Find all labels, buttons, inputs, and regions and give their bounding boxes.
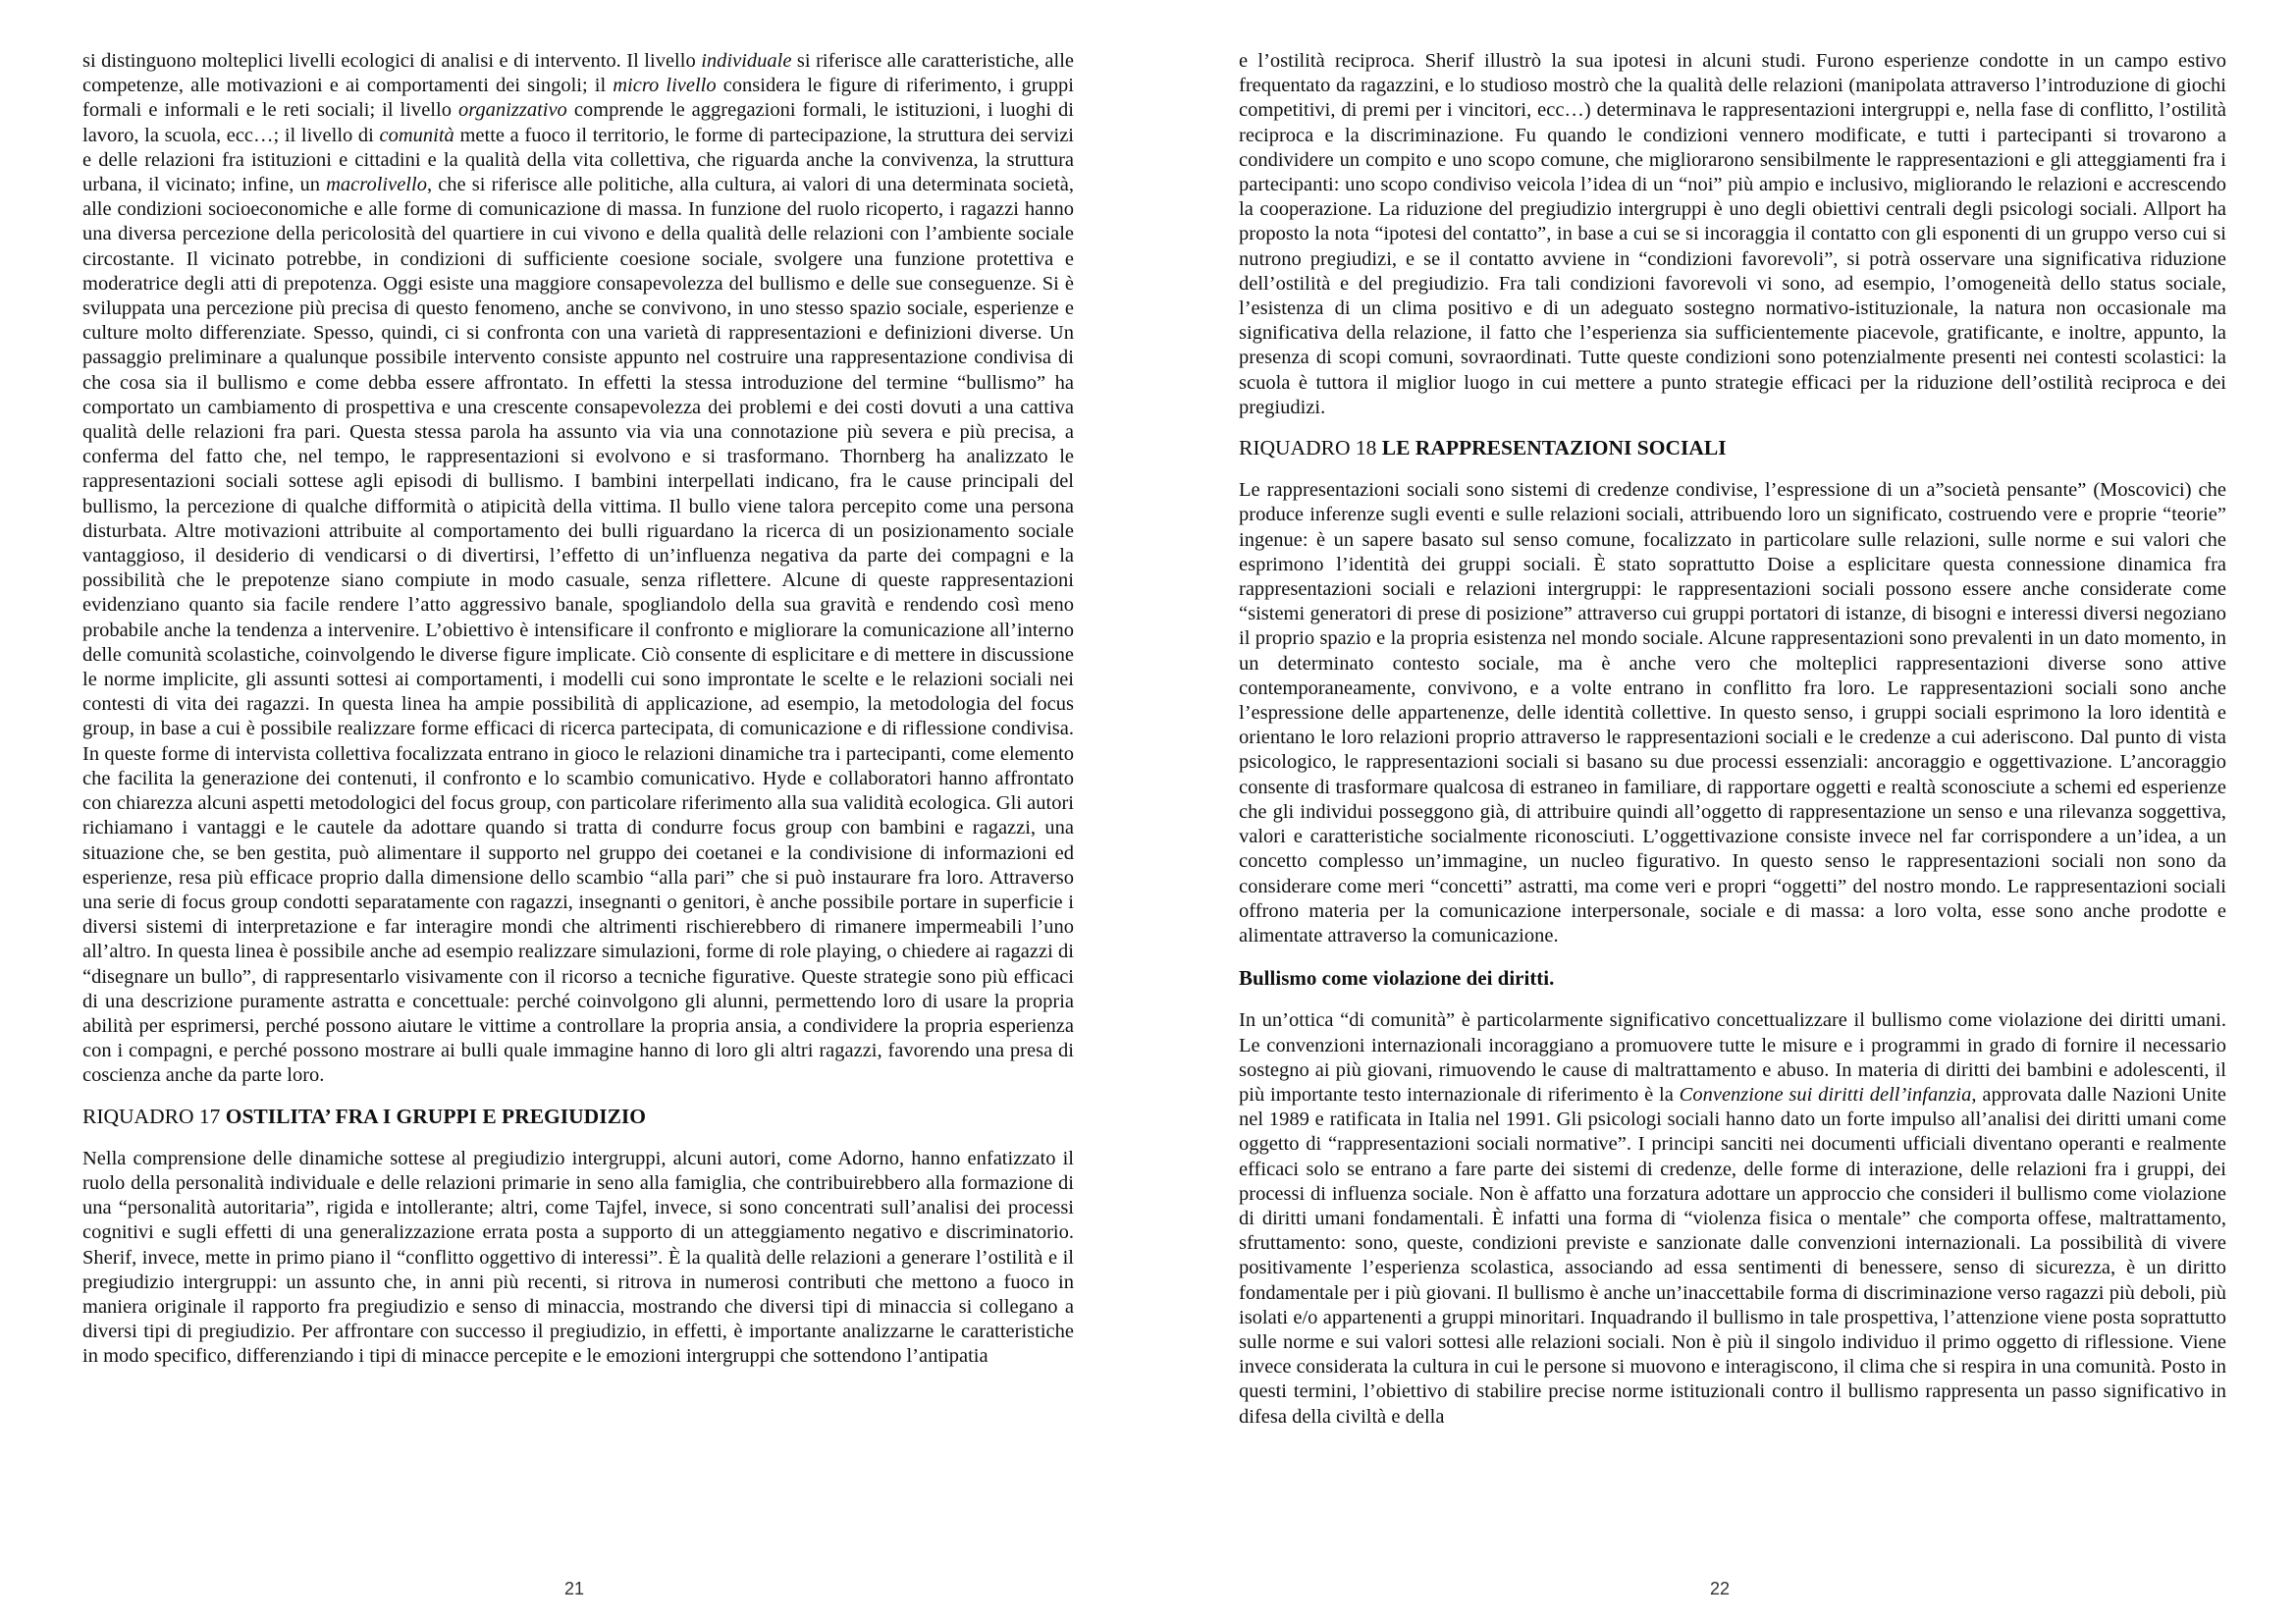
page-22-text-column: [1239, 49, 2226, 1430]
paragraph-rights-violation: In un’ottica “di comunità” è particolarmente significativo concettualizzare il bullismo come violazione dei diritti umani. Le convenzioni internazionali incoraggiano a promuovere tutte le misure e i programmi in grado di fornire il necessario sostegno ai più giovani, rimuovendo le cause di maltrattamento e abuso. In materia di diritti dei bambini e adolescenti, il più importante testo internazionale di riferimento è la Convenzione sui diritti dell’infanzia, approvata dalle Nazioni Unite nel 1989 e ratificata in Italia nel 1991. Gli psicologi sociali hanno dato un forte impulso all’analisi dei diritti umani come oggetto di “rappresentazioni sociali normative”. I principi sanciti nei documenti ufficiali diventano operanti e realmente efficaci solo se entrano a fare parte dei sistemi di credenze, delle forme di interazione, delle relazioni fra i gruppi, dei processi di influenza sociale. Non è affatto una forzatura adottare un approccio che consideri il bullismo come violazione di diritti umani fondamentali. È infatti una forma di “violenza fisica o mentale” che comporta offese, maltrattamento, sfruttamento: sono, queste, condizioni previste e sanzionate dalle convenzioni internazionali. La possibilità di vivere positivamente l’esperienza scolastica, associando ad essa sentimenti di benessere, senso di sicurezza, è un diritto fondamentale per i più giovani. Il bullismo è anche un’inaccettabile forma di discriminazione verso ragazzi più deboli, più isolati e/o appartenenti a gruppi minoritari. Inquadrando il bullismo in tale prospettiva, l’attenzione viene posta soprattutto sulle norme e sui valori sottesi alle relazioni sociali. Non è più il singolo individuo il primo oggetto di riflessione. Viene invece considerata la cultura in cui le persone si muovono e interagiscono, il clima che si respira in una comunità. Posto in questi termini, l’obiettivo di stabilire precise norme istituzionali contro il bullismo rappresenta un passo significativo in difesa della civiltà e della: [1239, 1009, 2226, 1428]
paragraph-sherif-studies: e l’ostilità reciproca. Sherif illustrò la sua ipotesi in alcuni studi. Furono esperienze condotte in un campo estivo frequentato da ragazzini, e lo studioso mostrò che la qualità delle relazioni (manipolata attraverso l’introduzione di giochi competitivi, di premi per i vincitori, ecc…) determinava le rappresentazioni intergruppi e, nella fase di conflitto, l’ostilità reciproca e la discriminazione. Fu quando le condizioni vennero modificate, e tutti i partecipanti si trovarono a condividere un compito e uno scopo comune, che migliorarono sensibilmente le rappresentazioni e gli atteggiamenti fra i partecipanti: uno scopo condiviso veicola l’idea di un “noi” più ampio e inclusivo, migliorando le relazioni e accrescendo la cooperazione. La riduzione del pregiudizio intergruppi è uno degli obiettivi centrali degli psicologi sociali. Allport ha proposto la nota “ipotesi del contatto”, in base a cui se si incoraggia il contatto con gli esponenti di un gruppo verso cui si nutrono pregiudizi, e se il contatto avviene in “condizioni favorevoli”, si potrà osservare una significativa riduzione dell’ostilità e del pregiudizio. Fra tali condizioni favorevoli vi sono, ad esempio, l’omogeneità dello status sociale, l’esistenza di un clima positivo e di un adeguato sostegno normativo-istituzionale, la natura non occasionale ma significativa della relazione, il fatto che l’esperienza sia sufficientemente piacevole, gratificante, e inoltre, appunto, la presenza di scopi comuni, sovraordinati. Tutte queste condizioni sono potenzialmente presenti nei contesti scolastici: la scuola è tuttora il miglior luogo in cui mettere a punto strategie efficaci per la riduzione dell’ostilità reciproca e dei pregiudizi.: [1239, 50, 2226, 418]
page-21-text-column: [82, 49, 1074, 1370]
box-18-heading: RIQUADRO 18 LE RAPPRESENTAZIONI SOCIALI: [1239, 436, 1727, 460]
section-heading-rights-violation: Bullismo come violazione dei diritti.: [1239, 966, 1555, 991]
box-17-heading: RIQUADRO 17 OSTILITA’ FRA I GRUPPI E PREGIUDIZIO: [82, 1104, 647, 1128]
paragraph-social-representations: Le rappresentazioni sociali sono sistemi di credenze condivise, l’espressione di un a”società pensante” (Moscovici) che produce inferenze sugli eventi e sulle relazioni sociali, attribuendo loro un significato, costruendo vere e proprie “teorie” ingenue: è un sapere basato sul senso comune, focalizzato in particolare sulle relazioni, sulle norme e sui valori che esprimono l’identità dei gruppi sociali. È stato soprattutto Doise a esplicitare questa connessione dinamica fra rappresentazioni sociali e relazioni intergruppi: le rappresentazioni sociali possono essere anche considerate come “sistemi generatori di prese di posizione” attraverso cui gruppi portatori di istanze, di bisogni e interessi diversi negoziano il proprio spazio e la propria esistenza nel mondo sociale. Alcune rappresentazioni sono prevalenti in un dato momento, in un determinato contesto sociale, ma è anche vero che molteplici rappresentazioni diverse sono attive contemporaneamente, convivono, e a volte entrano in conflitto fra loro. Le rappresentazioni sociali sono anche l’espressione delle appartenenze, delle identità collettive. In questo senso, i gruppi sociali esprimono la loro identità e orientano le loro relazioni proprio attraverso le rappresentazioni sociali e le credenze a cui aderiscono. Dal punto di vista psicologico, le rappresentazioni sociali si basano su due processi essenziali: ancoraggio e oggettivazione. L’ancoraggio consente di trasformare qualcosa di estraneo in familiare, di rapportare oggetti e realtà sconosciute a schemi ed esperienze che gli individui posseggono già, di attribuire quindi all’oggetto di rappresentazione un senso e una rilevanza soggettiva, valori e caratteristiche socialmente riconosciuti. L’oggettivazione consiste invece nel far corrispondere a un’idea, a un concetto complesso un’immagine, un nucleo figurativo. In questo senso le rappresentazioni sociali non sono da considerare come meri “concetti” astratti, ma come veri e propri “oggetti” del nostro mondo. Le rappresentazioni sociali offrono materia per la comunicazione interpersonale, sociale e di massa: a loro volta, esse sono anche prodotte e alimentate attraverso la comunicazione.: [1239, 479, 2226, 947]
paragraph-ecological-levels: si distinguono molteplici livelli ecologici di analisi e di intervento. Il livello individuale si riferisce alle caratteristiche, alle competenze, alle motivazioni e ai comportamenti dei singoli; il micro livello considera le figure di riferimento, i gruppi formali e informali e le reti sociali; il livello organizzativo comprende le aggregazioni formali, le istituzioni, i luoghi di lavoro, la scuola, ecc…; il livello di comunità mette a fuoco il territorio, le forme di partecipazione, la struttura dei servizi e delle relazioni fra istituzioni e cittadini e la qualità della vita collettiva, che riguarda anche la convivenza, la struttura urbana, il vicinato; infine, un macrolivello, che si riferisce alle politiche, alla cultura, ai valori di una determinata società, alle condizioni socioeconomiche e alle forme di comunicazione di massa. In funzione del ruolo ricoperto, i ragazzi hanno una diversa percezione della pericolosità del quartiere in cui vivono e della qualità delle relazioni con l’ambiente sociale circostante. Il vicinato potrebbe, in condizioni di sufficiente coesione sociale, svolgere una funzione protettiva e moderatrice degli atti di prepotenza. Oggi esiste una maggiore consapevolezza del bullismo e delle sue conseguenze. Si è sviluppata una percezione più precisa di questo fenomeno, anche se convivono, in uno stesso spazio sociale, esperienze e culture molto differenziate. Spesso, quindi, ci si confronta con una varietà di rappresentazioni e definizioni diverse. Un passaggio preliminare a qualunque possibile intervento consiste appunto nel costruire una rappresentazione condivisa di che cosa sia il bullismo e come debba essere affrontato. In effetti la stessa introduzione del termine “bullismo” ha comportato un cambiamento di prospettiva e una crescente consapevolezza dei problemi e dei costi dovuti a una cattiva qualità delle relazioni fra pari. Questa stessa parola ha assunto via via una connotazione più severa e più precisa, a conferma del fatto che, nel tempo, le rappresentazioni si evolvono e si trasformano. Thornberg ha analizzato le rappresentazioni sociali sottese agli episodi di bullismo. I bambini interpellati indicano, fra le cause principali del bullismo, la percezione di qualche difformità o atipicità della vittima. Il bullo viene talora percepito come una persona disturbata. Altre motivazioni attribuite al comportamento dei bulli riguardano la ricerca di un posizionamento sociale vantaggioso, il desiderio di vendicarsi o di divertirsi, l’effetto di un’influenza negativa da parte dei compagni e la possibilità che le prepotenze siano compiute in modo casuale, senza riflettere. Alcune di queste rappresentazioni evidenziano quanto sia facile rendere l’atto aggressivo banale, spogliandolo della sua gravità e rendendo così meno probabile anche la tendenza a intervenire. L’obiettivo è intensificare il confronto e migliorare la comunicazione all’interno delle comunità scolastiche, coinvolgendo le diverse figure implicate. Ciò consente di esplicitare e di mettere in discussione le norme implicite, gli assunti sottesi ai comportamenti, i modelli cui sono improntate le scelte e le relazioni sociali nei contesti di vita dei ragazzi. In questa linea ha ampie possibilità di applicazione, ad esempio, la metodologia del focus group, in base a cui è possibile realizzare forme efficaci di ricerca partecipata, di comunicazione e di riflessione condivisa. In queste forme di intervista collettiva focalizzata entrano in gioco le relazioni dinamiche tra i partecipanti, come elemento che facilita la generazione dei contenuti, il confronto e lo scambio comunicativo. Hyde e collaboratori hanno affrontato con chiarezza alcuni aspetti metodologici del focus group, con particolare riferimento alla sua validità ecologica. Gli autori richiamano i vantaggi e le cautele da adottare quando si tratta di condurre focus group con bambini e ragazzi, una situazione che, se ben gestita, può alimentare il supporto nel gruppo dei coetanei e la condivisione di informazioni ed esperienze, resa più efficace proprio dalla dimensione dello scambio “alla pari” che si può instaurare fra loro. Attraverso una serie di focus group condotti separatamente con ragazzi, insegnanti o genitori, è anche possibile portare in superficie i diversi sistemi di interpretazione e far interagire mondi che altrimenti rischierebbero di rimanere impermeabili l’uno all’altro. In questa linea è possibile anche ad esempio realizzare simulazioni, forme di role playing, o chiedere ai ragazzi di “disegnare un bullo”, di rappresentarlo visivamente con il ricorso a tecniche figurative. Queste strategie sono più efficaci di una descrizione puramente astratta e concettuale: perché coinvolgono gli alunni, permettendo loro di usare la propria abilità per esprimersi, perché possono aiutare le vittime a controllare la propria ansia, a condividere la propria esperienza con i compagni, e perché possono mostrare ai bulli quale immagine hanno di loro gli altri ragazzi, favorendo una presa di coscienza anche da parte loro.: [82, 50, 1075, 1087]
page-22: [1148, 0, 2296, 1623]
page-number: 21: [564, 1579, 585, 1598]
paragraph-intergroup-prejudice: Nella comprensione delle dinamiche sottese al pregiudizio intergruppi, alcuni autori, come Adorno, hanno enfatizzato il ruolo della personalità individuale e delle relazioni primarie in seno alla famiglia, che contribuirebbero alla formazione di una “personalità autoritaria”, rigida e intollerante; altri, come Tajfel, invece, si sono concentrati sull’analisi dei processi cognitivi e sugli effetti di una generalizzazione errata posta a supporto di un atteggiamento negativo e discriminatorio. Sherif, invece, mette in primo piano il “conflitto oggettivo di interessi”. È la qualità delle relazioni a generare l’ostilità e il pregiudizio intergruppi: un assunto che, in anni più recenti, si ritrova in numerosi contributi che mettono a fuoco in maniera originale il rapporto fra pregiudizio e senso di minaccia, mostrando che diversi tipi di minaccia si collegano a diversi tipi di pregiudizio. Per affrontare con successo il pregiudizio, in effetti, è importante analizzarne le caratteristiche in modo specifico, differenziando i tipi di minacce percepite e le emozioni intergruppi che sottendono l’antipatia: [82, 1147, 1074, 1368]
page-number: 22: [1710, 1579, 1731, 1598]
